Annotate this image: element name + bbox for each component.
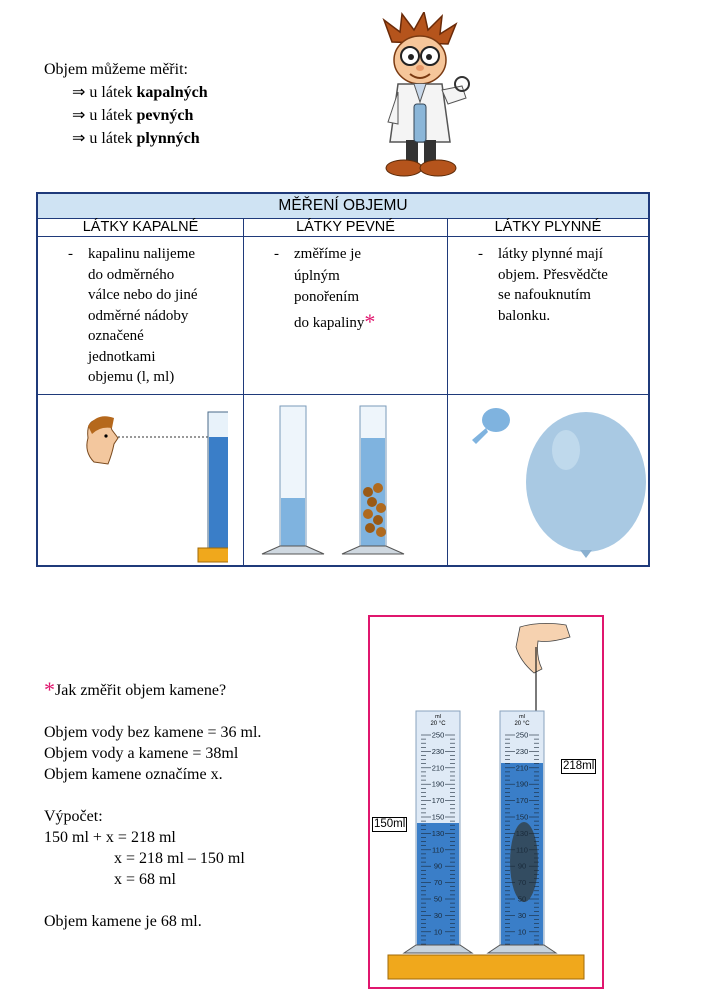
stone-measurement-figure bbox=[368, 615, 604, 989]
asterisk-mark: * bbox=[364, 308, 376, 334]
scale-tick-label: 170 bbox=[431, 796, 445, 806]
table-title: MĚŘENÍ OBJEMU bbox=[38, 194, 648, 219]
unit-label: ml bbox=[435, 714, 441, 720]
scale-tick-label: 90 bbox=[433, 861, 443, 871]
scientist-illustration bbox=[370, 12, 470, 182]
calc-heading: Výpočet: bbox=[44, 808, 103, 825]
cell-solids-text: - změříme je úplným ponořením do kapaliny* bbox=[274, 246, 376, 334]
intro-heading: Objem můžeme měřit: bbox=[44, 61, 188, 78]
scale-tick-label: 130 bbox=[515, 828, 529, 838]
scale-tick-label: 230 bbox=[515, 746, 529, 756]
cell-gases-text: - látky plynné mají objem. Přesvědčte se nafouknutím balonku. bbox=[478, 246, 608, 324]
level-label-218: 218ml bbox=[563, 760, 595, 772]
header-solids: LÁTKY PEVNÉ bbox=[244, 218, 447, 237]
unit-label: ml bbox=[519, 714, 525, 720]
intro-item: ⇒ u látek plynných bbox=[72, 130, 200, 147]
scale-tick-label: 30 bbox=[433, 910, 443, 920]
scale-tick-label: 90 bbox=[517, 861, 527, 871]
scale-tick-label: 190 bbox=[431, 779, 445, 789]
intro-item: ⇒ u látek pevných bbox=[72, 107, 194, 124]
scale-tick-label: 130 bbox=[431, 828, 445, 838]
scale-tick-label: 50 bbox=[433, 894, 443, 904]
header-liquids: LÁTKY KAPALNÉ bbox=[38, 218, 243, 237]
result-line: Objem kamene je 68 ml. bbox=[44, 913, 202, 930]
scale-tick-label: 10 bbox=[433, 927, 443, 937]
scale-tick-label: 250 bbox=[515, 730, 529, 740]
intro-block bbox=[44, 58, 208, 150]
temp-label: 20 °C bbox=[430, 721, 446, 727]
scale-tick-label: 190 bbox=[515, 779, 529, 789]
scale-tick-label: 210 bbox=[515, 763, 529, 773]
scale-tick-label: 210 bbox=[431, 763, 445, 773]
scale-tick-label: 250 bbox=[431, 730, 445, 740]
measurement-table bbox=[36, 192, 650, 567]
scale-tick-label: 10 bbox=[517, 927, 527, 937]
scale-tick-label: 110 bbox=[516, 845, 528, 855]
scale-tick-label: 70 bbox=[433, 878, 443, 888]
level-label-150: 150ml bbox=[374, 818, 406, 830]
stone-question: Jak změřit objem kamene? bbox=[55, 682, 227, 699]
intro-item: ⇒ u látek kapalných bbox=[72, 84, 208, 101]
cylinders-with-stones-illustration bbox=[250, 402, 440, 567]
scale-tick-label: 110 bbox=[432, 845, 444, 855]
scale-tick-label: 170 bbox=[515, 796, 529, 806]
scale-tick-label: 50 bbox=[517, 894, 527, 904]
column-divider bbox=[243, 218, 244, 565]
balloon-illustration bbox=[454, 400, 650, 566]
scale-tick-label: 150 bbox=[515, 812, 529, 822]
column-divider bbox=[447, 218, 448, 565]
header-gases: LÁTKY PLYNNÉ bbox=[448, 218, 648, 237]
scale-tick-label: 30 bbox=[517, 910, 527, 920]
row-divider bbox=[38, 394, 648, 395]
asterisk-mark: * bbox=[44, 677, 55, 702]
scale-tick-label: 230 bbox=[431, 746, 445, 756]
cell-liquids-text: - kapalinu nalijeme do odměrného válce nebo do jiné odměrné nádoby označené jednotkami objemu (l, ml) bbox=[68, 246, 198, 385]
scale-tick-label: 150 bbox=[431, 812, 445, 822]
graduated-cylinders-illustration bbox=[370, 617, 601, 986]
temp-label: 20 °C bbox=[514, 721, 530, 727]
scale-tick-label: 70 bbox=[517, 878, 527, 888]
eye-level-cylinder-illustration bbox=[78, 404, 228, 564]
stone-volume-text: *Jak změřit objem kamene? Objem vody bez kamene = 36 ml. Objem vody a kamene = 38ml Objem kamene označíme x. Výpočet: 150 ml + x = 218 ml x = 218 ml – 150 ml x = 68 ml Objem kamene je 68 ml. bbox=[44, 677, 262, 930]
